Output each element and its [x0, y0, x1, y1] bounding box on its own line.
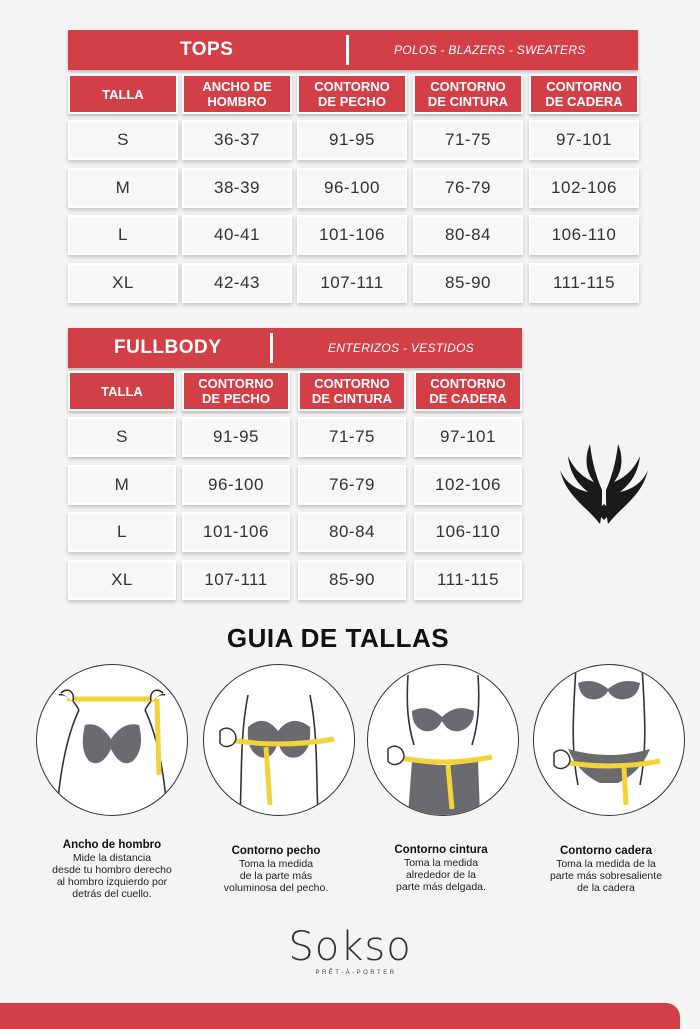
waist-caption-desc: Toma la medida alrededor de la parte más delgada.: [396, 857, 486, 893]
brand-tagline: PRÊT-À-PORTER: [315, 970, 397, 976]
fullbody-value-cell: 71-75: [298, 417, 406, 457]
tops-value-cell: 107-111: [297, 263, 407, 303]
tops-header-cell: CONTORNO DE CADERA: [529, 74, 639, 114]
tops-header: [68, 30, 638, 70]
fullbody-value-cell: 91-95: [182, 417, 290, 457]
fullbody-value-cell: 102-106: [414, 465, 522, 505]
tops-subtitle: POLOS - BLAZERS - SWEATERS: [394, 43, 586, 57]
tops-value-cell: 106-110: [529, 215, 639, 255]
tops-value-cell: 102-106: [529, 168, 639, 208]
hip-caption-desc: Toma la medida de la parte más sobresaliente de la cadera: [549, 858, 663, 894]
tops-size-label: XL: [68, 263, 178, 303]
fullbody-size-label: XL: [68, 560, 176, 600]
fullbody-size-label: S: [68, 417, 176, 457]
waist-measure-icon: [367, 664, 519, 816]
tops-header-cell: CONTORNO DE PECHO: [297, 74, 407, 114]
fullbody-value-cell: 107-111: [182, 560, 290, 600]
fullbody-header-divider: [270, 333, 273, 363]
fullbody-value-cell: 76-79: [298, 465, 406, 505]
tops-value-cell: 96-100: [297, 168, 407, 208]
tops-header-cell: CONTORNO DE CINTURA: [413, 74, 523, 114]
tops-value-cell: 80-84: [413, 215, 523, 255]
fullbody-header-cell: CONTORNO DE CADERA: [414, 371, 522, 411]
chest-caption-desc: Toma la medida de la parte más voluminosa del pecho.: [223, 858, 329, 894]
tops-value-cell: 111-115: [529, 263, 639, 303]
fullbody-title: FULLBODY: [114, 337, 222, 358]
fullbody-value-cell: 85-90: [298, 560, 406, 600]
guide-title: GUIA DE TALLAS: [226, 623, 450, 653]
brand-logo: Sokso: [288, 924, 412, 970]
tops-value-cell: 40-41: [182, 215, 292, 255]
tops-value-cell: 42-43: [182, 263, 292, 303]
tops-value-cell: 36-37: [182, 120, 292, 160]
tops-value-cell: 97-101: [529, 120, 639, 160]
tops-header-cell: TALLA: [68, 74, 178, 114]
footer-bar: [0, 1003, 680, 1029]
tops-header-cell: ANCHO DE HOMBRO: [182, 74, 292, 114]
chest-measure-icon: [203, 664, 355, 816]
shoulder-measure-icon: [36, 664, 188, 816]
tops-value-cell: 85-90: [413, 263, 523, 303]
waist-caption-title: Contorno cintura: [394, 844, 488, 856]
fullbody-subtitle: ENTERIZOS - VESTIDOS: [328, 341, 475, 355]
tops-value-cell: 38-39: [182, 168, 292, 208]
tops-value-cell: 76-79: [413, 168, 523, 208]
tops-value-cell: 91-95: [297, 120, 407, 160]
shoulder-caption-desc: Mide la distancia desde tu hombro derecho al hombro izquierdo por detrás del cuello.: [52, 852, 172, 900]
fullbody-header-cell: TALLA: [68, 371, 176, 411]
fullbody-value-cell: 80-84: [298, 512, 406, 552]
fullbody-size-label: M: [68, 465, 176, 505]
tops-header-divider: [346, 35, 349, 65]
tops-size-label: S: [68, 120, 178, 160]
tops-size-label: L: [68, 215, 178, 255]
tops-value-cell: 71-75: [413, 120, 523, 160]
fullbody-value-cell: 97-101: [414, 417, 522, 457]
fullbody-value-cell: 101-106: [182, 512, 290, 552]
tops-size-label: M: [68, 168, 178, 208]
tops-value-cell: 101-106: [297, 215, 407, 255]
hip-measure-icon: [533, 664, 685, 816]
tops-title: TOPS: [180, 39, 234, 60]
fullbody-header-cell: CONTORNO DE CINTURA: [298, 371, 406, 411]
fullbody-header-cell: CONTORNO DE PECHO: [182, 371, 290, 411]
fullbody-header: [68, 328, 522, 368]
fullbody-size-label: L: [68, 512, 176, 552]
shoulder-caption-title: Ancho de hombro: [62, 839, 162, 851]
chest-caption-title: Contorno pecho: [231, 845, 321, 857]
hip-caption-title: Contorno cadera: [559, 845, 652, 857]
fullbody-value-cell: 96-100: [182, 465, 290, 505]
fullbody-value-cell: 111-115: [414, 560, 522, 600]
wings-emblem-icon: [556, 440, 652, 528]
fullbody-value-cell: 106-110: [414, 512, 522, 552]
